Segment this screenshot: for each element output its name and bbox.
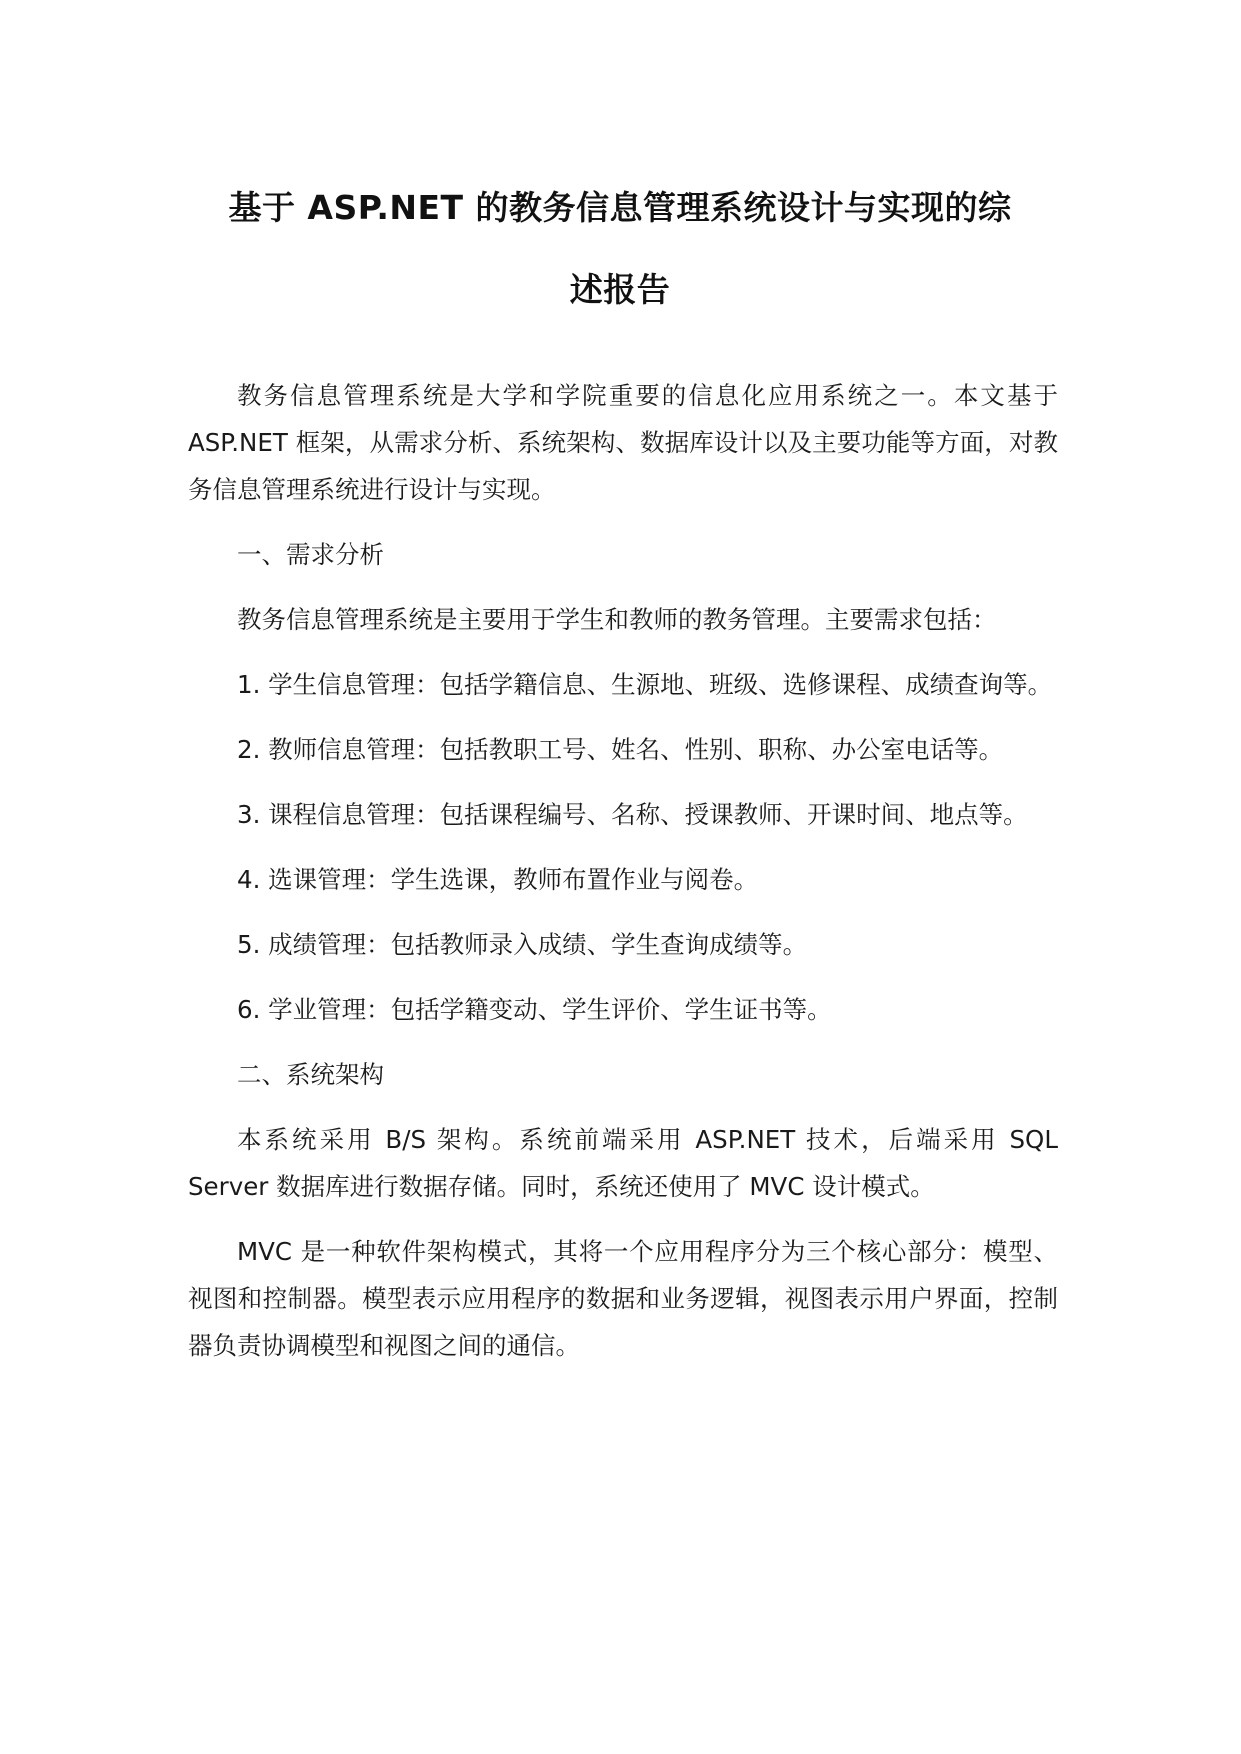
- document-title-line-2: 述报告: [569, 270, 671, 309]
- mvc-paragraph: MVC 是一种软件架构模式，其将一个应用程序分为三个核心部分：模型、视图和控制器。模型表示应用程序的数据和业务逻辑，视图表示用户界面，控制器负责协调模型和视图之间的通信。: [188, 1237, 1058, 1360]
- section-heading-architecture: 二、系统架构: [237, 1060, 384, 1089]
- list-item-teacher-info: 2. 教师信息管理：包括教职工号、姓名、性别、职称、办公室电话等。: [237, 735, 1004, 764]
- intro-paragraph: 教务信息管理系统是大学和学院重要的信息化应用系统之一。本文基于 ASP.NET 框架，从需求分析、系统架构、数据库设计以及主要功能等方面，对教务信息管理系统进行设计与实现。: [188, 381, 1058, 504]
- list-item-academic-management: 6. 学业管理：包括学籍变动、学生评价、学生证书等。: [237, 995, 832, 1024]
- list-item-student-info: 1. 学生信息管理：包括学籍信息、生源地、班级、选修课程、成绩查询等。: [237, 670, 1053, 699]
- requirements-paragraph: 教务信息管理系统是主要用于学生和教师的教务管理。主要需求包括：: [237, 605, 997, 634]
- list-item-course-info: 3. 课程信息管理：包括课程编号、名称、授课教师、开课时间、地点等。: [237, 800, 1028, 829]
- section-heading-requirements: 一、需求分析: [237, 540, 384, 569]
- list-item-course-selection: 4. 选课管理：学生选课，教师布置作业与阅卷。: [237, 865, 759, 894]
- architecture-paragraph: 本系统采用 B/S 架构。系统前端采用 ASP.NET 技术，后端采用 SQL Server 数据库进行数据存储。同时，系统还使用了 MVC 设计模式。: [188, 1125, 1058, 1201]
- document-title-line-1: 基于 ASP.NET 的教务信息管理系统设计与实现的综: [228, 188, 1012, 227]
- document-body: [188, 372, 1058, 1387]
- list-item-grade-management: 5. 成绩管理：包括教师录入成绩、学生查询成绩等。: [237, 930, 808, 959]
